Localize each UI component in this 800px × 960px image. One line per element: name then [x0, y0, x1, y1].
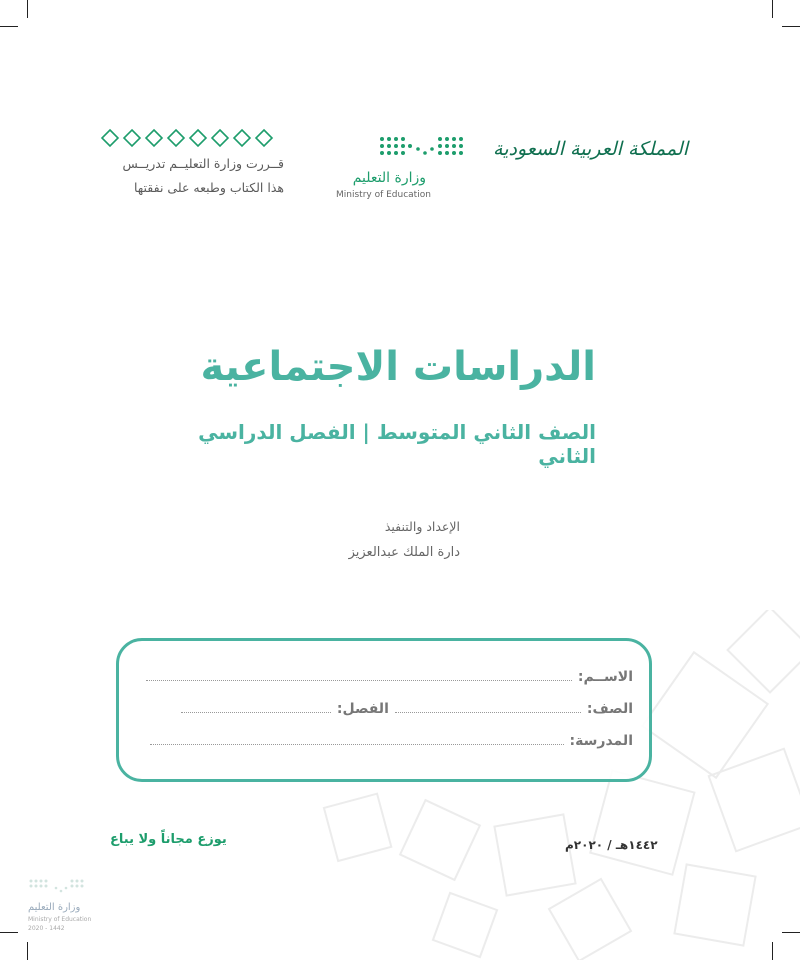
name-field[interactable]: [146, 670, 572, 681]
crop-mark: [772, 0, 773, 18]
book-title: الدراسات الاجتماعية: [200, 344, 596, 390]
crop-mark: [27, 0, 28, 18]
grade-label: الصف:: [586, 701, 633, 717]
kingdom-logo: المملكة العربية السعودية: [493, 138, 688, 160]
school-row: [150, 733, 633, 749]
class-label: الفصل:: [336, 701, 389, 717]
student-info-box: [116, 638, 652, 782]
watermark-logo-icon: [28, 878, 88, 898]
diamond-row-icon: [100, 128, 276, 148]
edition-year: ١٤٤٢هـ / ٢٠٢٠م: [565, 838, 658, 852]
crop-mark: [0, 932, 18, 933]
name-row: [146, 669, 633, 685]
grade-field[interactable]: [395, 702, 581, 713]
prep-by: دارة الملك عبدالعزيز: [348, 545, 460, 560]
crop-mark: [782, 26, 800, 27]
watermark-ministry-en: Ministry of Education: [28, 916, 92, 923]
ministry-name-ar: وزارة التعليم: [352, 170, 426, 186]
school-field[interactable]: [150, 734, 564, 745]
crop-mark: [0, 26, 18, 27]
watermark-ministry-ar: وزارة التعليم: [28, 902, 81, 913]
watermark-years: 2020 - 1442: [28, 925, 65, 932]
crop-mark: [27, 942, 28, 960]
class-field[interactable]: [181, 702, 331, 713]
name-label: الاســم:: [577, 669, 633, 685]
ministry-name-en: Ministry of Education: [336, 190, 431, 200]
prep-label: الإعداد والتنفيذ: [384, 519, 460, 534]
decree-line-2: هذا الكتاب وطبعه على نفقتها: [133, 180, 284, 195]
school-label: المدرسة:: [569, 733, 633, 749]
book-subtitle: الصف الثاني المتوسط | الفصل الدراسي الثاني: [198, 420, 596, 468]
grade-row: [181, 701, 633, 717]
decree-line-1: قــررت وزارة التعليــم تدريــس: [122, 156, 284, 171]
free-distribution-note: يوزع مجاناً ولا يباع: [110, 832, 227, 847]
ministry-logo-icon: [378, 135, 466, 163]
